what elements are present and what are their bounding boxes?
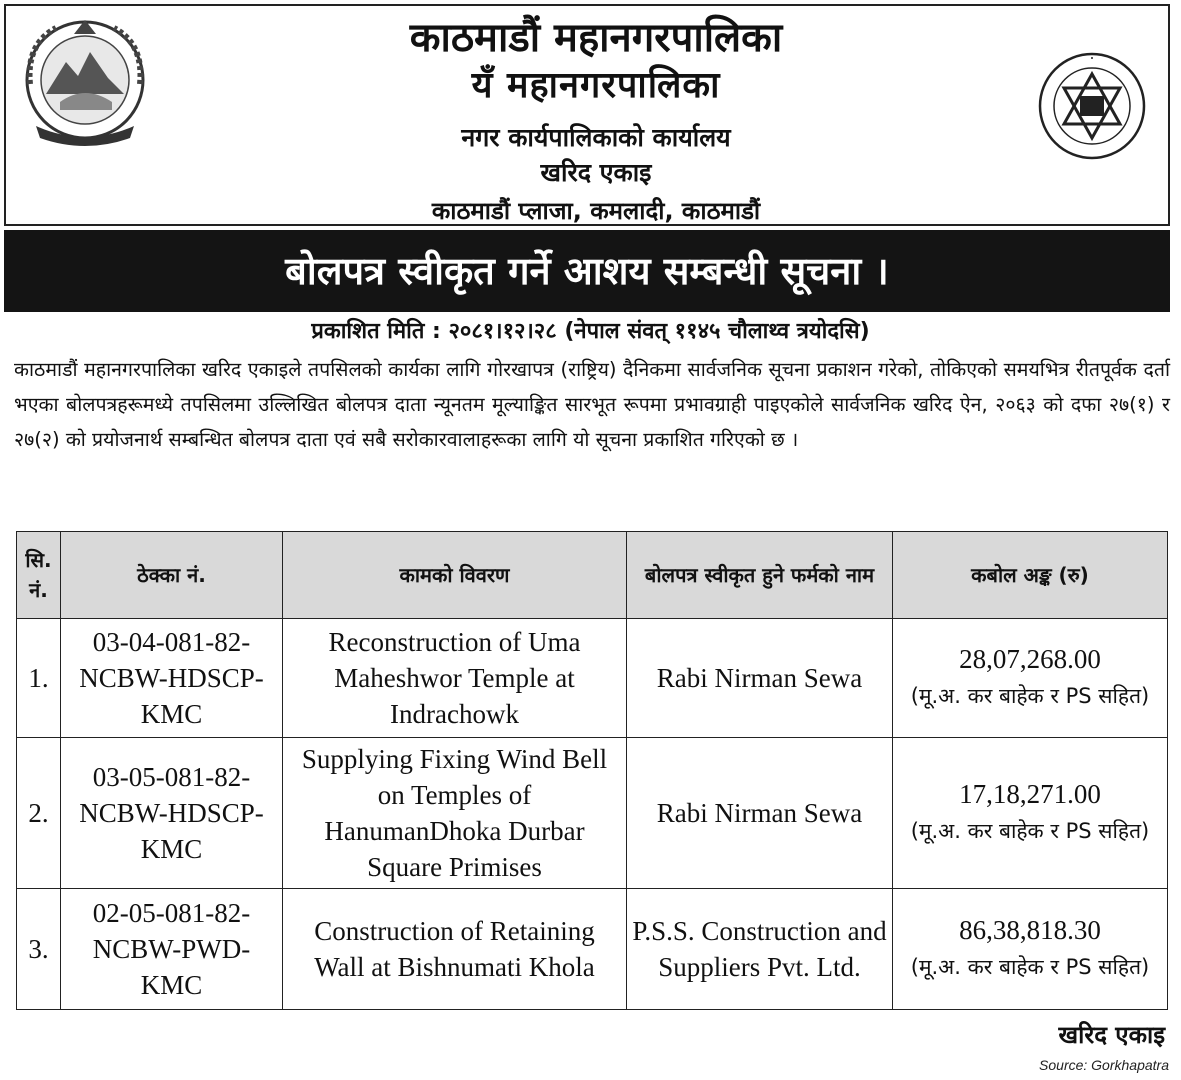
procurement-unit: खरिद एकाइ: [540, 158, 652, 187]
cell-description: Construction of Retaining Wall at Bishnumati Khola: [283, 889, 627, 1010]
notice-banner: बोलपत्र स्वीकृत गर्ने आशय सम्बन्धी सूचना ।: [4, 230, 1170, 312]
cell-contract-no: 02-05-081-82-NCBW-PWD-KMC: [61, 889, 283, 1010]
cell-sn: 2.: [17, 738, 61, 889]
cell-amount: [893, 889, 1168, 1010]
header-box: [4, 4, 1170, 226]
header-firm: बोलपत्र स्वीकृत हुने फर्मको नाम: [627, 532, 893, 619]
cell-firm: Rabi Nirman Sewa: [627, 738, 893, 889]
amount-value: 17,18,271.00: [959, 779, 1101, 809]
amount-note: (मू.अ. कर बाहेक र PS सहित): [910, 819, 1150, 843]
kmc-seal-icon: [1024, 50, 1160, 162]
amount-note: (मू.अ. कर बाहेक र PS सहित): [910, 684, 1150, 708]
nepal-emblem-icon: [16, 14, 154, 152]
cell-firm: Rabi Nirman Sewa: [627, 619, 893, 738]
header-amount: कबोल अङ्क (रु): [893, 532, 1168, 619]
source-credit: Source: Gorkhapatra: [1039, 1057, 1169, 1073]
cell-amount: [893, 738, 1168, 889]
amount-value: 28,07,268.00: [959, 644, 1101, 674]
cell-amount: [893, 619, 1168, 738]
table-header-row: [17, 532, 1168, 619]
amount-note: (मू.अ. कर बाहेक र PS सहित): [910, 955, 1150, 979]
municipality-title-newari: यँ महानगरपालिका: [471, 65, 721, 106]
table-row: [17, 889, 1168, 1010]
municipality-title: काठमाडौं महानगरपालिका: [409, 15, 783, 61]
cell-description: Supplying Fixing Wind Bell on Temples of HanumanDhoka Durbar Square Primises: [283, 738, 627, 889]
cell-description: Reconstruction of Uma Maheshwor Temple at Indrachowk: [283, 619, 627, 738]
published-date: प्रकाशित मिति : २०८१।१२।२८ (नेपाल संवत् ११४५ चौलाथ्व त्रयोदसि): [311, 319, 870, 344]
cell-sn: 1.: [17, 619, 61, 738]
header-contract-no: ठेक्का नं.: [61, 532, 283, 619]
footer-signature-unit: खरिद एकाइ: [1058, 1021, 1165, 1049]
table-row: [17, 619, 1168, 738]
notice-paragraph: काठमाडौं महानगरपालिका खरिद एकाइले तपसिलको कार्यका लागि गोरखापत्र (राष्ट्रिय) दैनिकमा सार्वजनिक सूचना प्रकाशन गरेको, तोकिएको समयभित्र रीतपूर्वक दर्ता भएका बोलपत्रहरूमध्ये तपसिलमा उल्लिखित बोलपत्र दाता न्यूनतम मूल्याङ्कित सारभूत रूपमा प्रभावग्राही पाइएकोले सार्वजनिक खरिद ऐन, २०६३ को दफा २७(१) र २७(२) को प्रयोजनार्थ सम्बन्धित बोलपत्र दाता एवं सबै सरोकारवालाहरूका लागि यो सूचना प्रकाशित गरिएको छ ।: [14, 358, 1170, 451]
amount-value: 86,38,818.30: [959, 915, 1101, 945]
cell-sn: 3.: [17, 889, 61, 1010]
tender-table: [16, 531, 1168, 1010]
cell-contract-no: 03-05-081-82-NCBW-HDSCP-KMC: [61, 738, 283, 889]
header-sn: सि. नं.: [17, 532, 61, 619]
office-name: नगर कार्यपालिकाको कार्यालय: [461, 123, 731, 152]
office-address: काठमाडौं प्लाजा, कमलादी, काठमाडौं: [431, 197, 761, 225]
cell-firm: P.S.S. Construction and Suppliers Pvt. Ltd.: [627, 889, 893, 1010]
header-description: कामको विवरण: [283, 532, 627, 619]
cell-contract-no: 03-04-081-82-NCBW-HDSCP-KMC: [61, 619, 283, 738]
table-row: [17, 738, 1168, 889]
